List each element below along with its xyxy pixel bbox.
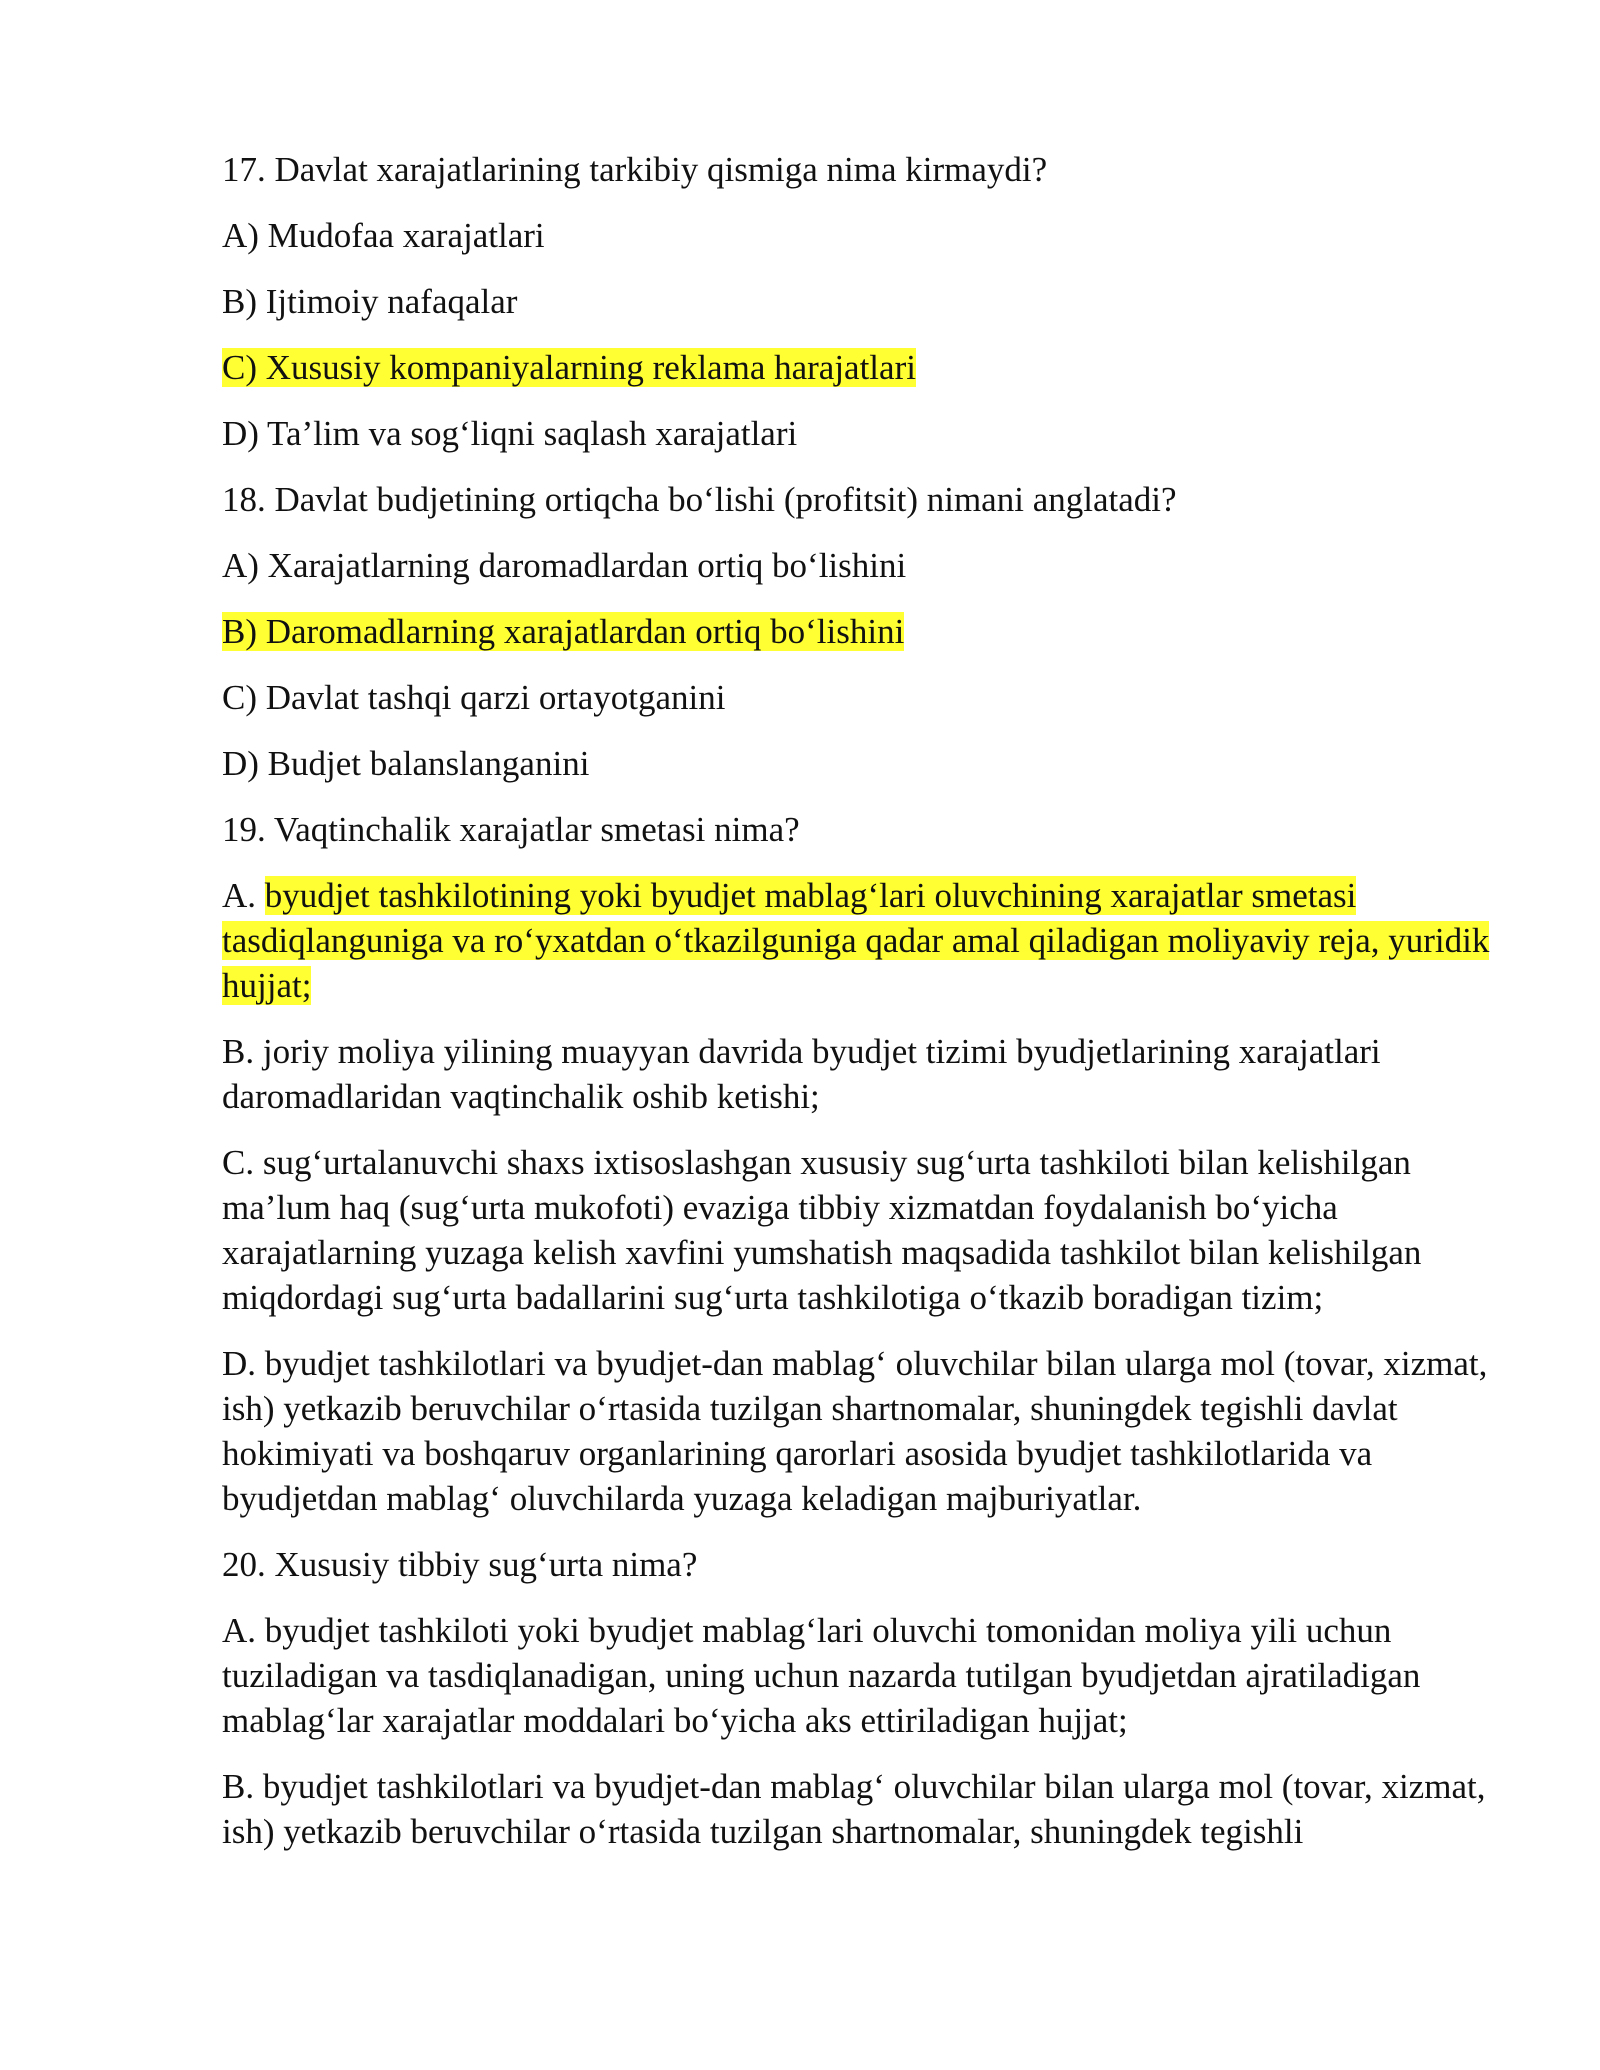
q17-answer-highlight: C) Xususiy kompaniyalarning reklama harajatlari bbox=[222, 348, 916, 387]
q19-answer-highlight: byudjet tashkilotining yoki byudjet mablag‘lari oluvchining xarajatlar smetasi tasdiqlanguniga va ro‘yxatdan o‘tkazilguniga qadar amal qiladigan moliyaviy reja, yuridik hujjat; bbox=[222, 876, 1490, 1005]
q20-option-a: A. byudjet tashkiloti yoki byudjet mablag‘lari oluvchi tomonidan moliya yili uchun tuziladigan va tasdiqlanadigan, uning uchun nazarda tutilgan byudjetdan ajratiladigan mablag‘lar xarajatlar moddalari bo‘yicha aks ettiriladigan hujjat; bbox=[222, 1611, 1421, 1740]
q17-option-c-highlighted bbox=[222, 345, 1490, 390]
q19-option-b: B. joriy moliya yilining muayyan davrida byudjet tizimi byudjetlarining xarajatlari daromadlaridan vaqtinchalik oshib ketishi; bbox=[222, 1032, 1381, 1116]
q19-option-a-prefix: A. bbox=[222, 876, 265, 915]
q18-option-d: D) Budjet balanslanganini bbox=[222, 744, 590, 783]
question-20: 20. Xususiy tibbiy sug‘urta nima? bbox=[222, 1545, 698, 1584]
q17-option-d: D) Ta’lim va sog‘liqni saqlash xarajatlari bbox=[222, 414, 798, 453]
q18-answer-highlight: B) Daromadlarning xarajatlardan ortiq bo‘lishini bbox=[222, 612, 905, 651]
q19-option-d: D. byudjet tashkilotlari va byudjet-dan mablag‘ oluvchilar bilan ularga mol (tovar, xizmat, ish) yetkazib beruvchilar o‘rtasida tuzilgan shartnomalar, shuningdek tegishli davlat hokimiyati va boshqaruv organlarining qarorlari asosida byudjet tashkilotlarida va byudjetdan mablag‘ oluvchilarda yuzaga keladigan majburiyatlar. bbox=[222, 1344, 1488, 1518]
question-18: 18. Davlat budjetining ortiqcha bo‘lishi (profitsit) nimani anglatadi? bbox=[222, 480, 1177, 519]
question-19: 19. Vaqtinchalik xarajatlar smetasi nima? bbox=[222, 810, 800, 849]
q19-option-a bbox=[222, 873, 1490, 1008]
question-17: 17. Davlat xarajatlarining tarkibiy qismiga nima kirmaydi? bbox=[222, 150, 1048, 189]
document-page bbox=[222, 147, 1490, 1875]
q20-option-b: B. byudjet tashkilotlari va byudjet-dan mablag‘ oluvchilar bilan ularga mol (tovar, xizmat, ish) yetkazib beruvchilar o‘rtasida tuzilgan shartnomalar, shuningdek tegishli bbox=[222, 1767, 1486, 1851]
q17-option-a: A) Mudofaa xarajatlari bbox=[222, 216, 545, 255]
q17-option-b: B) Ijtimoiy nafaqalar bbox=[222, 282, 518, 321]
q18-option-a: A) Xarajatlarning daromadlardan ortiq bo‘lishini bbox=[222, 546, 907, 585]
q18-option-c: C) Davlat tashqi qarzi ortayotganini bbox=[222, 678, 726, 717]
q19-option-c: C. sug‘urtalanuvchi shaxs ixtisoslashgan xususiy sug‘urta tashkiloti bilan kelishilgan ma’lum haq (sug‘urta mukofoti) evaziga tibbiy xizmatdan foydalanish bo‘yicha xarajatlarning yuzaga kelish xavfini yumshatish maqsadida tashkilot bilan kelishilgan miqdordagi sug‘urta badallarini sug‘urta tashkilotiga o‘tkazib boradigan tizim; bbox=[222, 1143, 1422, 1317]
q18-option-b-highlighted bbox=[222, 609, 1490, 654]
